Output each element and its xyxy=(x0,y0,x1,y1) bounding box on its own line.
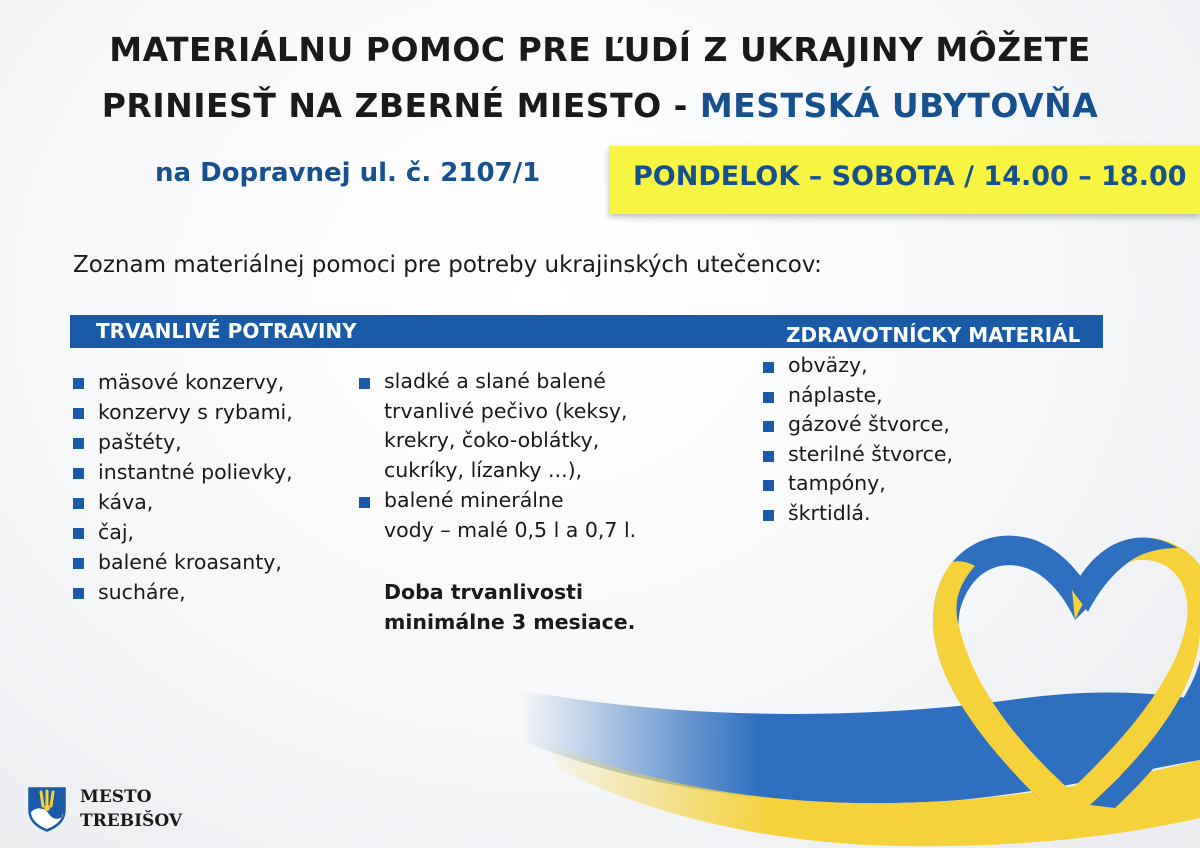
list-item: konzervy s rybami, xyxy=(72,397,293,427)
list-item: balené kroasanty, xyxy=(72,547,293,577)
list-item-continuation: krekry, čoko-oblátky, xyxy=(384,428,600,453)
coat-of-arms-icon xyxy=(27,786,67,832)
city-logo-text: MESTO TREBIŠOV xyxy=(80,787,183,831)
address: na Dopravnej ul. č. 2107/1 xyxy=(155,158,541,188)
list-item: balené minerálne xyxy=(358,486,636,516)
list-item: mäsové konzervy, xyxy=(72,367,293,397)
list-item: obväzy, xyxy=(762,351,953,381)
opening-hours: PONDELOK – SOBOTA / 14.00 – 18.00 xyxy=(633,161,1187,192)
list-item: gázové štvorce, xyxy=(762,410,953,440)
list-item: čaj, xyxy=(72,517,293,547)
list-item: káva, xyxy=(72,487,293,517)
list-item: sucháre, xyxy=(72,577,293,607)
list-item-continuation: cukríky, lízanky ...), xyxy=(384,458,583,483)
list-item: sladké a slané balené xyxy=(358,367,636,397)
title-line-1: MATERIÁLNU POMOC PRE ĽUDÍ Z UKRAJINY MÔŽETE xyxy=(109,30,1091,69)
list-item: tampóny, xyxy=(762,469,953,499)
list-item: náplaste, xyxy=(762,381,953,411)
title-highlight: MESTSKÁ UBYTOVŇA xyxy=(699,86,1099,125)
shelf-life-note: Doba trvanlivosti minimálne 3 mesiace. xyxy=(384,580,636,634)
section-food-label: TRVANLIVÉ POTRAVINY xyxy=(96,319,357,343)
title-line-2-prefix: PRINIESŤ NA ZBERNÉ MIESTO - xyxy=(101,86,700,125)
list-item-continuation: trvanlivé pečivo (keksy, xyxy=(384,398,628,423)
list-item: paštéty, xyxy=(72,427,293,457)
list-item-continuation: vody – malé 0,5 l a 0,7 l. xyxy=(384,517,637,542)
section-medical-label: ZDRAVOTNÍCKY MATERIÁL xyxy=(786,323,1081,347)
list-item: instantné polievky, xyxy=(72,457,293,487)
list-intro: Zoznam materiálnej pomoci pre potreby ukrajinských utečencov: xyxy=(73,252,822,278)
list-item: škrtidlá. xyxy=(762,499,953,529)
list-item: sterilné štvorce, xyxy=(762,440,953,470)
